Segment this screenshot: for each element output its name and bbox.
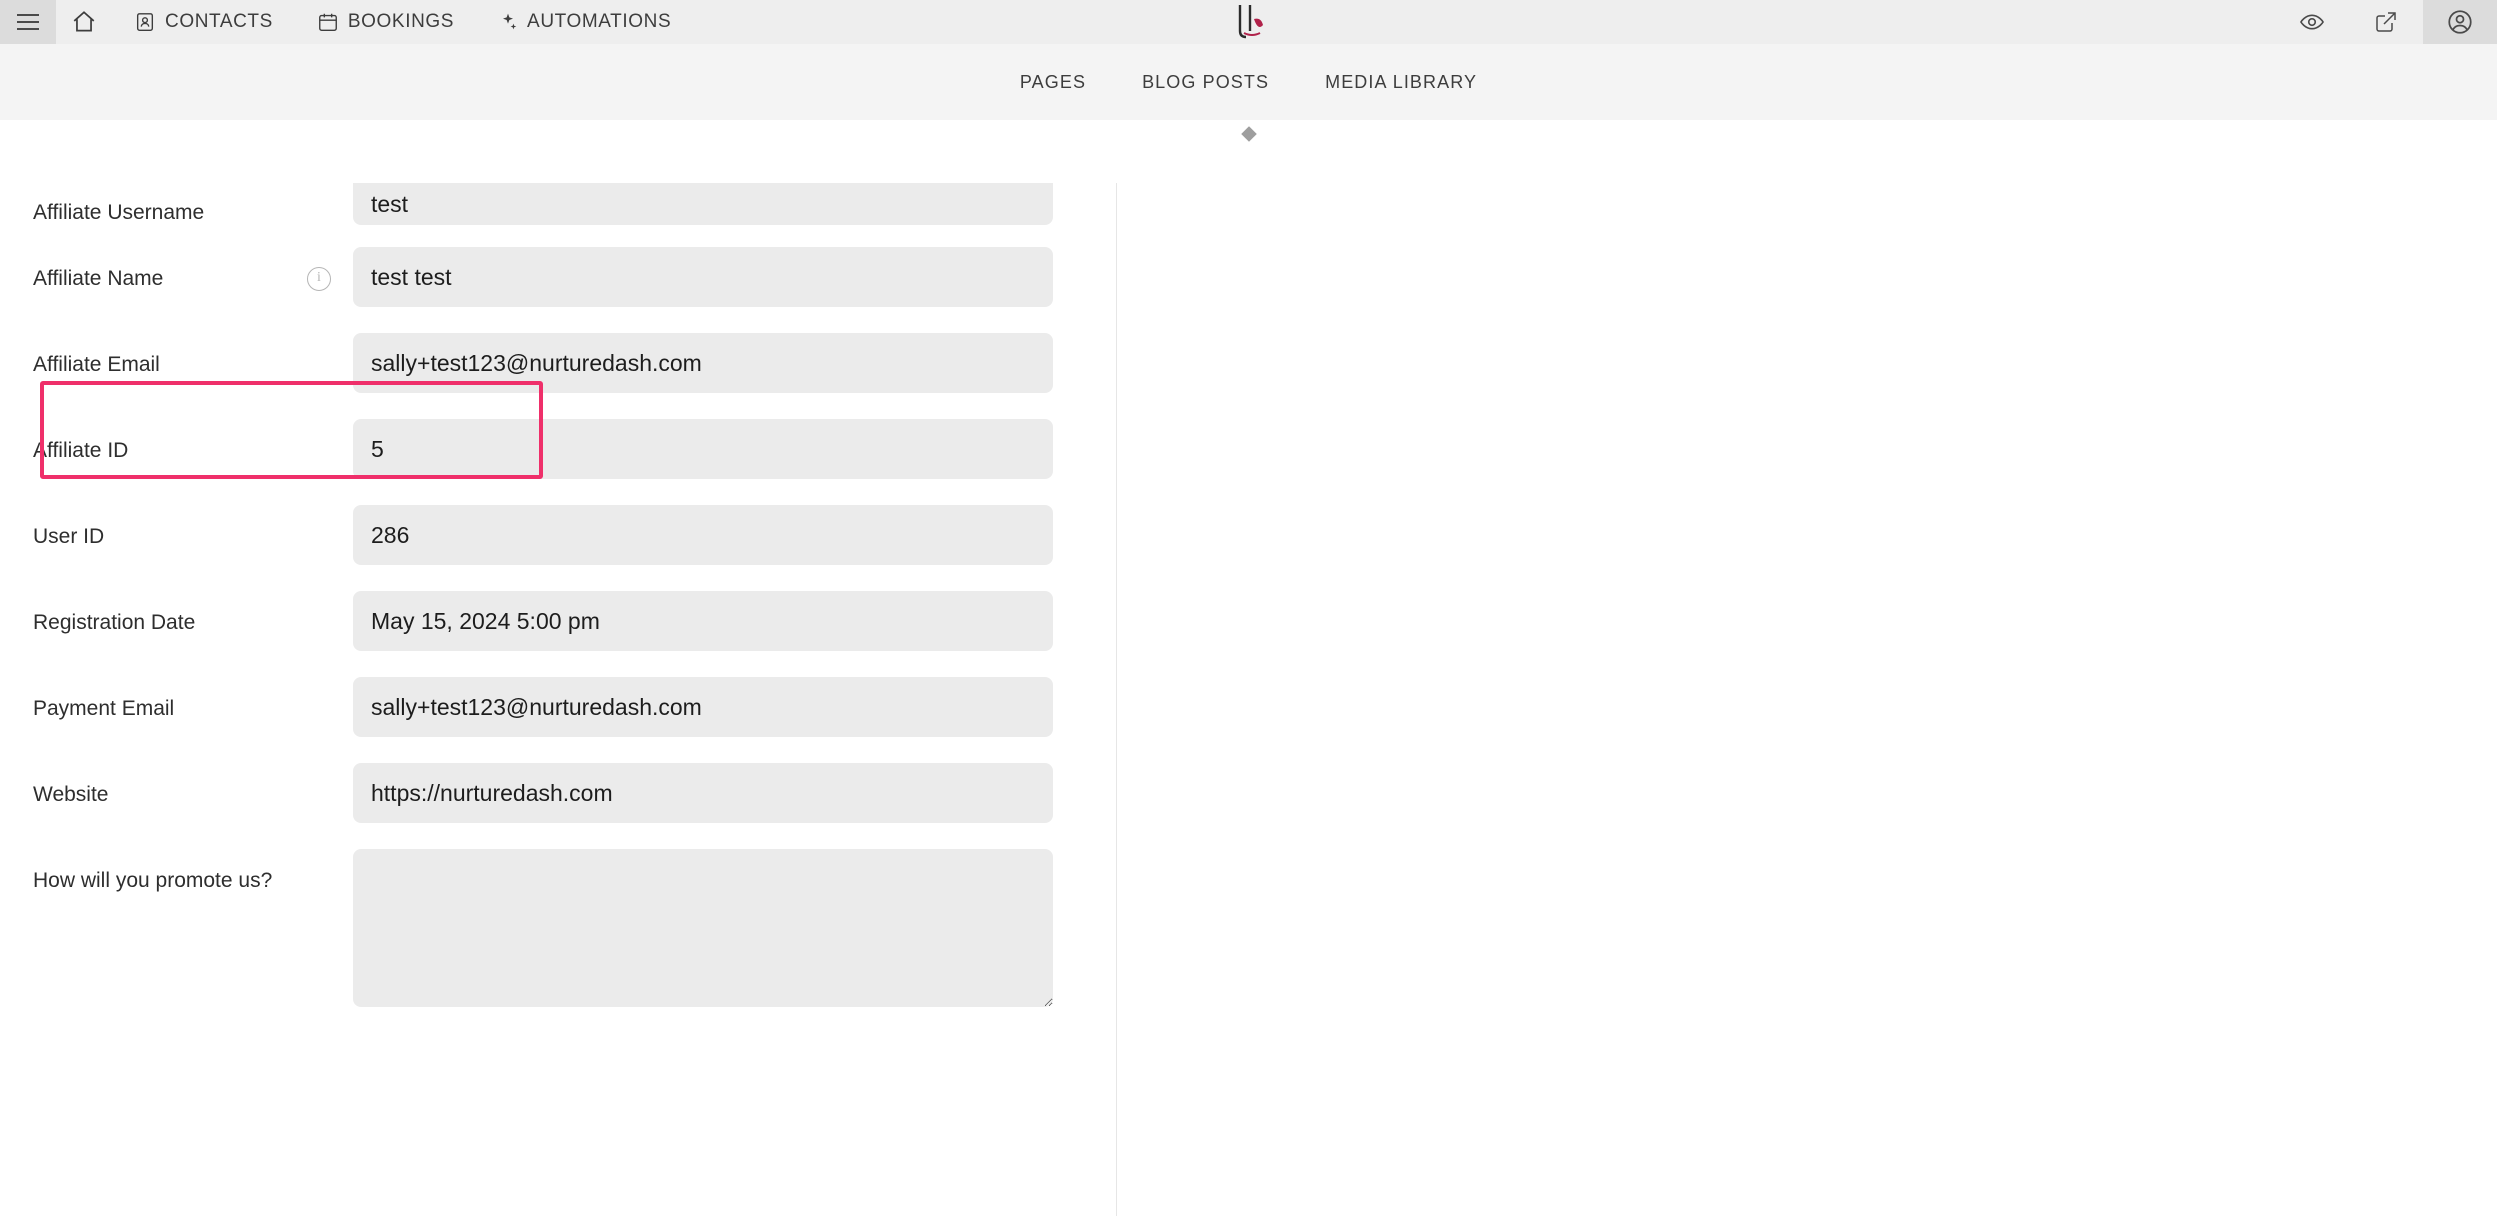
field-row-promote-us bbox=[33, 849, 1116, 1009]
subnav-item-media-library[interactable]: MEDIA LIBRARY bbox=[1325, 71, 1478, 92]
hamburger-menu-icon[interactable] bbox=[0, 0, 56, 44]
label-affiliate-email: Affiliate Email bbox=[33, 353, 160, 376]
automations-icon bbox=[498, 12, 518, 32]
nav-item-contacts[interactable] bbox=[112, 0, 295, 44]
label-payment-email: Payment Email bbox=[33, 697, 175, 720]
affiliate-email-input[interactable] bbox=[353, 333, 1053, 393]
open-external-icon[interactable] bbox=[2349, 0, 2423, 44]
nav-item-contacts-label: CONTACTS bbox=[165, 11, 273, 32]
canvas-resize-handle[interactable] bbox=[1241, 126, 1257, 142]
field-row-user-id bbox=[33, 505, 1116, 569]
info-icon[interactable]: i bbox=[307, 267, 331, 291]
affiliate-username-input[interactable] bbox=[353, 183, 1053, 225]
account-avatar-icon[interactable] bbox=[2423, 0, 2497, 44]
canvas-resize-handle-row bbox=[0, 120, 2497, 150]
label-user-id: User ID bbox=[33, 525, 105, 548]
nav-item-bookings[interactable] bbox=[295, 0, 476, 44]
field-row-affiliate-id bbox=[33, 419, 1116, 483]
website-input[interactable] bbox=[353, 763, 1053, 823]
label-affiliate-id: Affiliate ID bbox=[33, 439, 129, 462]
subnav-item-pages[interactable]: PAGES bbox=[1019, 71, 1087, 92]
label-affiliate-username: Affiliate Username bbox=[33, 201, 205, 224]
topbar-right-actions bbox=[2275, 0, 2497, 44]
registration-date-input[interactable] bbox=[353, 591, 1053, 651]
field-row-affiliate-username bbox=[33, 183, 1116, 225]
field-row-website bbox=[33, 763, 1116, 827]
affiliate-id-input[interactable] bbox=[353, 419, 1053, 479]
nav-item-bookings-label: BOOKINGS bbox=[347, 11, 455, 32]
page-canvas bbox=[0, 150, 2497, 1216]
affiliate-form bbox=[33, 183, 1117, 1216]
label-affiliate-name-text: Affiliate Name bbox=[33, 267, 164, 290]
nav-item-automations-label: AUTOMATIONS bbox=[527, 11, 672, 32]
promote-us-textarea[interactable] bbox=[353, 849, 1053, 1007]
brand-logo[interactable] bbox=[1220, 0, 1284, 44]
field-row-affiliate-email bbox=[33, 333, 1116, 397]
affiliate-name-input[interactable] bbox=[353, 247, 1053, 307]
preview-eye-icon[interactable] bbox=[2275, 0, 2349, 44]
payment-email-input[interactable] bbox=[353, 677, 1053, 737]
secondary-navigation-bar bbox=[0, 44, 2497, 121]
field-row-affiliate-name bbox=[33, 247, 1116, 311]
field-row-registration-date bbox=[33, 591, 1116, 655]
label-promote-us: How will you promote us? bbox=[33, 869, 273, 892]
label-registration-date: Registration Date bbox=[33, 611, 196, 634]
top-navigation-bar bbox=[0, 0, 2497, 45]
field-row-payment-email bbox=[33, 677, 1116, 741]
home-icon[interactable] bbox=[56, 0, 112, 44]
subnav-item-blog-posts[interactable]: BLOG POSTS bbox=[1142, 71, 1270, 92]
label-website: Website bbox=[33, 783, 109, 806]
contacts-icon bbox=[134, 11, 156, 33]
label-affiliate-name bbox=[33, 247, 353, 291]
user-id-input[interactable] bbox=[353, 505, 1053, 565]
bookings-icon bbox=[317, 11, 339, 33]
nav-item-automations[interactable] bbox=[476, 0, 693, 44]
